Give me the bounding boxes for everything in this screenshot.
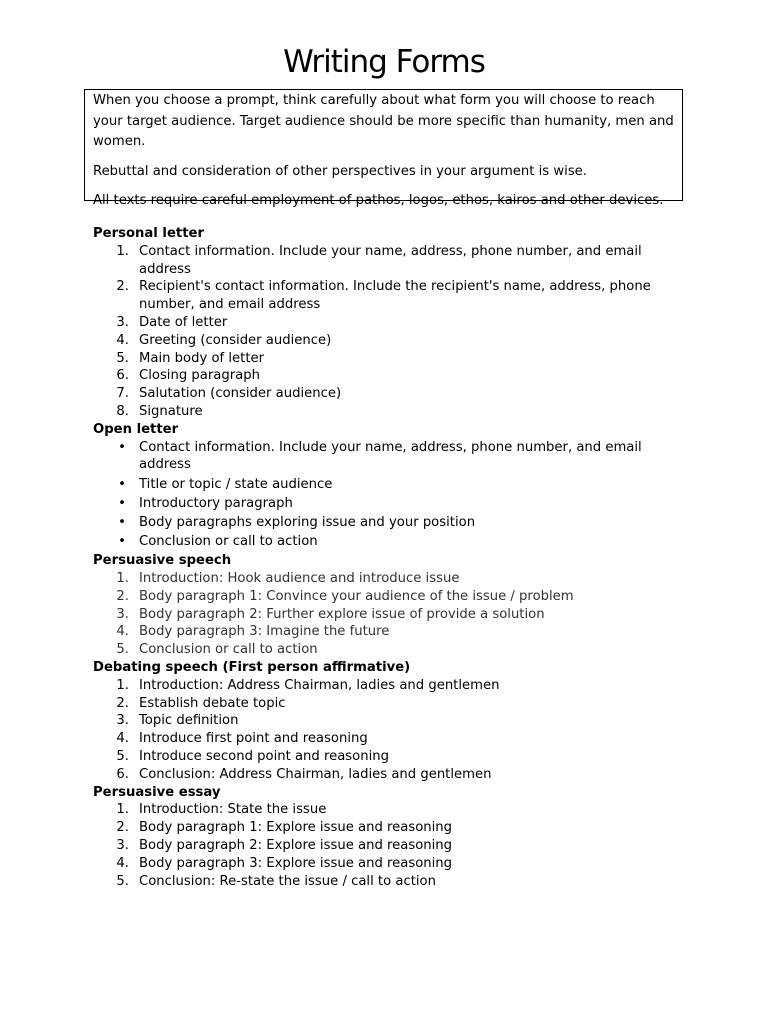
list-number: 5. <box>116 642 129 658</box>
section-heading-debating-speech: Debating speech (First person affirmative) <box>93 660 411 676</box>
section-heading-personal-letter: Personal letter <box>93 226 204 241</box>
list-item <box>93 533 693 551</box>
list-item <box>93 385 693 403</box>
list-item-text: Conclusion: Re-state the issue / call to action <box>139 873 436 889</box>
list-item-text: Establish debate topic <box>139 695 286 711</box>
list-number: 7. <box>116 386 129 402</box>
section-heading-persuasive-speech: Persuasive speech <box>93 553 232 569</box>
list-item <box>93 403 693 421</box>
list-number: 1. <box>116 802 129 818</box>
debating-speech-list <box>93 677 693 784</box>
list-item <box>93 314 693 332</box>
list-item-text: Recipient's contact information. Include the recipient's name, address, phone number, and email address <box>139 279 651 313</box>
list-item <box>93 476 693 494</box>
list-number: 1. <box>116 243 129 259</box>
list-item <box>93 332 693 350</box>
list-item-text: Conclusion or call to action <box>139 534 318 550</box>
list-number: 5. <box>116 873 129 889</box>
list-item-text: Body paragraph 3: Explore issue and reasoning <box>139 855 453 871</box>
list-item <box>93 623 693 641</box>
list-item <box>93 495 693 513</box>
list-number: 2. <box>116 279 129 295</box>
list-item-text: Introduction: State the issue <box>139 802 327 818</box>
list-number: 3. <box>116 838 129 854</box>
list-item <box>93 695 693 713</box>
list-number: 3. <box>116 713 129 729</box>
bullet-icon: • <box>118 476 126 492</box>
list-item-text: Introduction: Address Chairman, ladies and gentlemen <box>139 677 500 693</box>
bullet-icon: • <box>118 439 126 455</box>
list-item <box>93 748 693 766</box>
list-item-text: Conclusion: Address Chairman, ladies and gentlemen <box>139 766 492 782</box>
list-item <box>93 677 693 695</box>
list-item <box>93 588 693 606</box>
list-item <box>93 350 693 368</box>
list-number: 1. <box>116 571 129 587</box>
open-letter-list <box>93 439 693 551</box>
list-number: 6. <box>116 766 129 782</box>
list-item-text: Body paragraph 2: Explore issue and reasoning <box>139 838 453 854</box>
list-item-text: Body paragraphs exploring issue and your position <box>139 514 476 530</box>
list-item-text: Main body of letter <box>139 350 265 366</box>
list-item-text: Title or topic / state audience <box>139 476 333 492</box>
list-item-text: Introductory paragraph <box>139 495 293 511</box>
list-number: 2. <box>116 695 129 711</box>
intro-paragraph-1: When you choose a prompt, think carefully about what form you will choose to reach your target audience. Target audience should be more specific than humanity, men and women. <box>93 93 674 149</box>
list-number: 4. <box>116 855 129 871</box>
list-item-text: Body paragraph 1: Convince your audience of the issue / problem <box>139 588 574 604</box>
bullet-icon: • <box>118 514 126 530</box>
persuasive-essay-list <box>93 801 693 890</box>
personal-letter-list <box>93 243 693 421</box>
bullet-icon: • <box>118 495 126 511</box>
list-item <box>93 278 693 314</box>
persuasive-speech-list <box>93 570 693 659</box>
list-item-text: Introduce second point and reasoning <box>139 749 389 765</box>
list-item <box>93 367 693 385</box>
list-item-text: Introduction: Hook audience and introduce issue <box>139 571 460 587</box>
list-item-text: Greeting (consider audience) <box>139 332 332 348</box>
list-number: 2. <box>116 588 129 604</box>
list-number: 8. <box>116 403 129 419</box>
bullet-icon: • <box>118 534 126 550</box>
list-item-text: Date of letter <box>139 314 228 330</box>
list-item <box>93 514 693 532</box>
intro-paragraph-2: Rebuttal and consideration of other perspectives in your argument is wise. <box>93 163 587 179</box>
list-number: 5. <box>116 749 129 765</box>
list-number: 2. <box>116 820 129 836</box>
page-title: Writing Forms <box>283 44 485 80</box>
list-number: 1. <box>116 677 129 693</box>
list-item <box>93 439 693 475</box>
list-item-text: Introduce first point and reasoning <box>139 731 368 747</box>
list-number: 5. <box>116 350 129 366</box>
list-item <box>93 243 693 279</box>
list-number: 3. <box>116 314 129 330</box>
writing-forms-content <box>93 225 693 890</box>
list-item-text: Conclusion or call to action <box>139 642 318 658</box>
list-number: 6. <box>116 368 129 384</box>
list-number: 3. <box>116 606 129 622</box>
list-item-text: Contact information. Include your name, address, phone number, and email address <box>139 439 642 473</box>
list-number: 4. <box>116 731 129 747</box>
section-heading-open-letter: Open letter <box>93 421 179 437</box>
list-item <box>93 712 693 730</box>
list-item <box>93 837 693 855</box>
list-item <box>93 855 693 873</box>
list-item-text: Closing paragraph <box>139 368 260 384</box>
list-item <box>93 641 693 659</box>
section-heading-persuasive-essay: Persuasive essay <box>93 784 221 800</box>
list-item-text: Body paragraph 2: Further explore issue of provide a solution <box>139 606 545 622</box>
list-item <box>93 570 693 588</box>
list-item-text: Body paragraph 3: Imagine the future <box>139 624 390 640</box>
list-number: 4. <box>116 624 129 640</box>
list-number: 4. <box>116 332 129 348</box>
intro-box <box>84 89 683 208</box>
list-item <box>93 801 693 819</box>
list-item-text: Salutation (consider audience) <box>139 386 342 402</box>
list-item <box>93 606 693 624</box>
list-item-text: Signature <box>139 403 203 419</box>
list-item <box>93 873 693 891</box>
list-item <box>93 730 693 748</box>
list-item <box>93 766 693 784</box>
list-item-text: Body paragraph 1: Explore issue and reasoning <box>139 820 453 836</box>
list-item <box>93 819 693 837</box>
list-item-text: Contact information. Include your name, address, phone number, and email address <box>139 243 642 277</box>
intro-paragraph-3: All texts require careful employment of pathos, logos, ethos, kairos and other devices. <box>93 193 664 208</box>
list-item-text: Topic definition <box>139 713 239 729</box>
